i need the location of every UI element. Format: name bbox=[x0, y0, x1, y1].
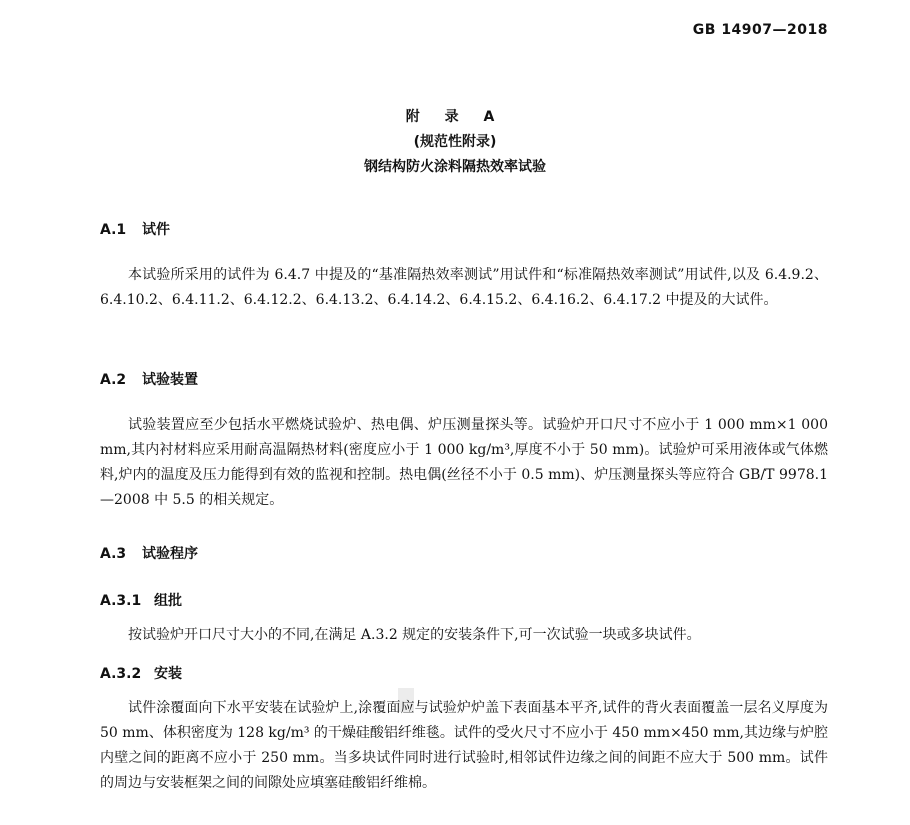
section-heading-a31 bbox=[100, 590, 182, 610]
section-title: 试件 bbox=[142, 222, 170, 238]
section-number: A.3 bbox=[100, 546, 127, 562]
section-heading-a2 bbox=[100, 369, 198, 389]
section-title: 安装 bbox=[154, 666, 182, 682]
section-heading-a3 bbox=[100, 543, 198, 563]
section-title: 组批 bbox=[154, 593, 182, 609]
section-text-a2: 试验装置应至少包括水平燃烧试验炉、热电偶、炉压测量探头等。试验炉开口尺寸不应小于 1 000 mm×1 000 mm,其内衬材料应采用耐高温隔热材料(密度应小于 1 000 kg/m³,厚度不小于 50 mm)。试验炉可采用液体或气体燃料,炉内的温度及压力能得到有效的监视和控制。热电偶(丝径不小于 0.5 mm)、炉压测量探头等应符合 GB/T 9978.1—2008 中 5.5 的相关规定。 bbox=[100, 417, 828, 508]
section-number: A.3.2 bbox=[100, 666, 142, 682]
section-text-a1: 本试验所采用的试件为 6.4.7 中提及的“基准隔热效率测试”用试件和“标准隔热效率测试”用试件,以及 6.4.9.2、6.4.10.2、6.4.11.2、6.4.12.2、6.4.13.2、6.4.14.2、6.4.15.2、6.4.16.2、6.4.17.2 中提及的大试件。 bbox=[100, 267, 828, 308]
section-number: A.3.1 bbox=[100, 593, 142, 609]
section-text-a31: 按试验炉开口尺寸大小的不同,在满足 A.3.2 规定的安装条件下,可一次试验一块或多块试件。 bbox=[128, 627, 701, 643]
appendix-label: 附 录 A bbox=[405, 109, 505, 125]
section-text-a32: 试件涂覆面向下水平安装在试验炉上,涂覆面应与试验炉炉盖下表面基本平齐,试件的背火表面覆盖一层名义厚度为 50 mm、体积密度为 128 kg/m³ 的干燥硅酸铝纤维毯。试件的受火尺寸不应小于 450 mm×450 mm,其边缘与炉腔内壁之间的距离不应小于 250 mm。当多块试件同时进行试验时,相邻试件边缘之间的间距不应大于 500 mm。试件的周边与安装框架之间的间隙处应填塞硅酸铝纤维棉。 bbox=[100, 700, 829, 791]
appendix-title: 钢结构防火涂料隔热效率试验 bbox=[364, 159, 546, 175]
section-number: A.1 bbox=[100, 222, 127, 238]
section-title: 试验程序 bbox=[142, 546, 198, 562]
section-title: 试验装置 bbox=[142, 372, 198, 388]
section-heading-a1 bbox=[100, 219, 170, 239]
standard-code: GB 14907—2018 bbox=[692, 22, 828, 38]
appendix-type: (规范性附录) bbox=[413, 134, 497, 150]
section-number: A.2 bbox=[100, 372, 127, 388]
section-heading-a32 bbox=[100, 663, 182, 683]
